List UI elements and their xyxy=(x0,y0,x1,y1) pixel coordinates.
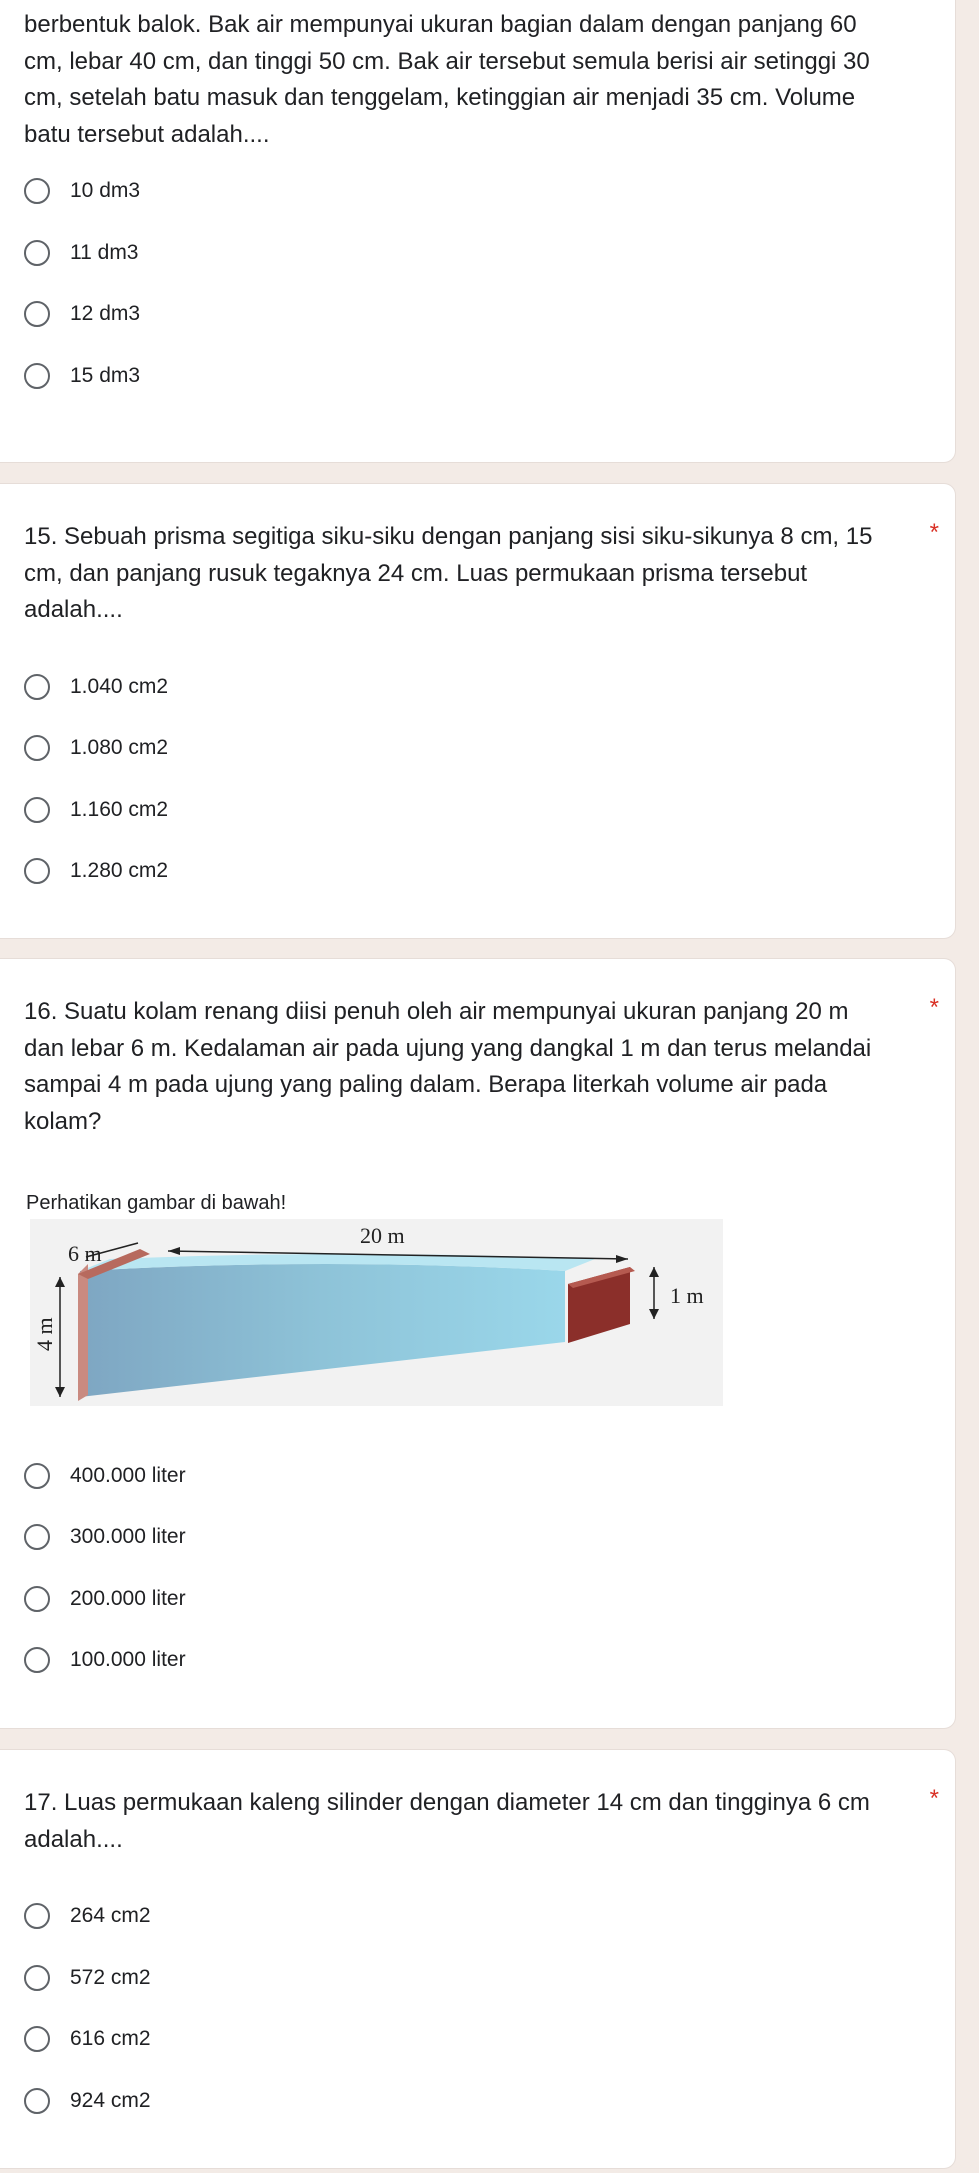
option-label: 200.000 liter xyxy=(70,1587,186,1610)
required-asterisk: * xyxy=(929,519,939,546)
question-card-17 xyxy=(0,1749,956,2169)
pool-diagram xyxy=(30,1219,723,1406)
option-100000-liter[interactable] xyxy=(24,1640,186,1680)
question-16-line: dan lebar 6 m. Kedalaman air pada ujung yang dangkal 1 m dan terus melandai xyxy=(24,1034,872,1062)
question-14-text xyxy=(24,7,904,153)
question-14-line: berbentuk balok. Bak air mempunyai ukuran bagian dalam dengan panjang 60 xyxy=(24,11,857,38)
option-label: 11 dm3 xyxy=(70,241,139,264)
width-label: 6 m xyxy=(68,1241,102,1266)
option-label: 15 dm3 xyxy=(70,364,141,387)
shallow-arrow-head xyxy=(649,1309,659,1319)
option-label: 616 cm2 xyxy=(70,2027,151,2050)
question-15-line: cm, dan panjang rusuk tegaknya 24 cm. Luas permukaan prisma tersebut xyxy=(24,559,808,587)
option-label: 924 cm2 xyxy=(70,2089,151,2112)
option-1160-cm2[interactable] xyxy=(24,790,168,830)
option-10-dm3[interactable] xyxy=(24,171,140,211)
required-asterisk: * xyxy=(929,1785,939,1812)
option-12-dm3[interactable] xyxy=(24,294,140,334)
option-label: 300.000 liter xyxy=(70,1525,186,1548)
option-924-cm2[interactable] xyxy=(24,2081,151,2121)
option-label: 400.000 liter xyxy=(70,1464,186,1487)
deep-arrow-head xyxy=(55,1277,65,1287)
length-arrow-head xyxy=(616,1255,628,1263)
question-14-line: cm, lebar 40 cm, dan tinggi 50 cm. Bak air tersebut semula berisi air setinggi 30 xyxy=(24,47,870,75)
pool-left-wall xyxy=(78,1264,88,1401)
deep-label: 4 m xyxy=(32,1317,57,1351)
question-17-line: adalah.... xyxy=(24,1825,123,1853)
question-17-text xyxy=(24,1785,904,1858)
shallow-label: 1 m xyxy=(670,1283,704,1308)
radio-button[interactable] xyxy=(24,1524,50,1550)
pool-water-side xyxy=(80,1264,565,1397)
radio-button[interactable] xyxy=(24,178,50,204)
option-1280-cm2[interactable] xyxy=(24,851,168,891)
question-16-line: sampai 4 m pada ujung yang paling dalam. Berapa literkah volume air pada xyxy=(24,1071,828,1098)
radio-button[interactable] xyxy=(24,240,50,266)
radio-button[interactable] xyxy=(24,2026,50,2052)
option-200000-liter[interactable] xyxy=(24,1579,186,1619)
radio-button[interactable] xyxy=(24,1647,50,1673)
option-label: 1.040 cm2 xyxy=(70,675,169,698)
radio-button[interactable] xyxy=(24,363,50,389)
shallow-arrow-head xyxy=(649,1267,659,1277)
option-label: 264 cm2 xyxy=(70,1904,151,1927)
deep-arrow-head xyxy=(55,1387,65,1397)
question-14-line: cm, setelah batu masuk dan tenggelam, ketinggian air menjadi 35 cm. Volume xyxy=(24,84,856,111)
image-caption: Perhatikan gambar di bawah! xyxy=(26,1192,287,1214)
radio-button[interactable] xyxy=(24,301,50,327)
radio-button[interactable] xyxy=(24,797,50,823)
pool-illustration xyxy=(30,1219,723,1406)
question-16-text xyxy=(24,994,904,1140)
option-label: 100.000 liter xyxy=(70,1648,186,1671)
option-11-dm3[interactable] xyxy=(24,233,139,273)
question-15-line: 15. Sebuah prisma segitiga siku-siku dengan panjang sisi siku-sikunya 8 cm, 15 xyxy=(24,523,873,550)
radio-button[interactable] xyxy=(24,2088,50,2114)
option-1040-cm2[interactable] xyxy=(24,667,168,707)
radio-button[interactable] xyxy=(24,1903,50,1929)
option-label: 572 cm2 xyxy=(70,1966,151,1989)
option-label: 1.160 cm2 xyxy=(70,798,169,821)
option-300000-liter[interactable] xyxy=(24,1517,186,1557)
question-14-line: batu tersebut adalah.... xyxy=(24,120,270,148)
option-1080-cm2[interactable] xyxy=(24,728,168,768)
question-15-line: adalah.... xyxy=(24,596,123,623)
radio-button[interactable] xyxy=(24,1586,50,1612)
question-17-line: 17. Luas permukaan kaleng silinder dengan diameter 14 cm dan tingginya 6 cm xyxy=(24,1789,870,1816)
question-16-line: kolam? xyxy=(24,1107,102,1135)
question-16-line: 16. Suatu kolam renang diisi penuh oleh air mempunyai ukuran panjang 20 m xyxy=(24,998,849,1025)
radio-button[interactable] xyxy=(24,858,50,884)
option-572-cm2[interactable] xyxy=(24,1958,151,1998)
question-card-15 xyxy=(0,483,956,939)
radio-button[interactable] xyxy=(24,674,50,700)
option-15-dm3[interactable] xyxy=(24,356,140,396)
option-label: 1.280 cm2 xyxy=(70,859,169,882)
option-label: 12 dm3 xyxy=(70,302,141,325)
question-card-14 xyxy=(0,0,956,463)
radio-button[interactable] xyxy=(24,735,50,761)
option-400000-liter[interactable] xyxy=(24,1456,186,1496)
radio-button[interactable] xyxy=(24,1463,50,1489)
question-15-text xyxy=(24,519,904,629)
option-264-cm2[interactable] xyxy=(24,1896,151,1936)
length-arrow-head xyxy=(168,1247,180,1255)
option-label: 1.080 cm2 xyxy=(70,736,169,759)
option-616-cm2[interactable] xyxy=(24,2019,151,2059)
length-label: 20 m xyxy=(360,1223,405,1248)
radio-button[interactable] xyxy=(24,1965,50,1991)
required-asterisk: * xyxy=(929,994,939,1021)
option-label: 10 dm3 xyxy=(70,179,141,202)
